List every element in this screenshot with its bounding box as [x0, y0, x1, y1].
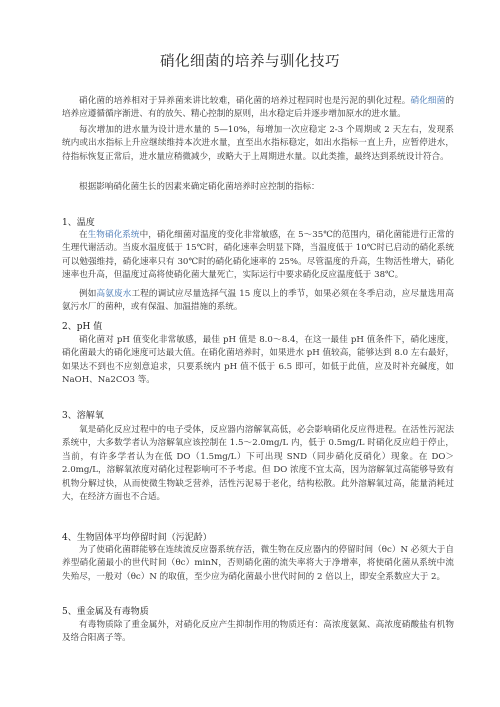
section-heading-dissolved-oxygen: 3、溶解氧: [62, 411, 104, 421]
section-heading-heavy-metals: 5、重金属及有毒物质: [62, 607, 149, 617]
temp2-text: 例如: [79, 289, 97, 299]
intro-paragraph-2: 每次增加的进水量为设计进水量的 5—10%，每增加一次应稳定 2-3 个周期或 2 天左右，发现系统内或出水指标上升应继续维持本次进水量，直至出水指标稳定，如出水指标一直上升，应暂停进水，待指标恢复正常后，进水量应稍微减少，或略大于上周期进水量。以此类推，最终达到系统设计符合。: [62, 125, 454, 162]
temp2-text-cont: 工程的调试应尽量选择气温 15 度以上的季节，如果必须在冬季启动，应尽量选用高氨污水厂的菌种，或有保温、加温措施的系统。: [62, 289, 454, 313]
ph-paragraph: 硝化菌对 pH 值变化非常敏感，最佳 pH 值是 8.0～8.4，在这一最佳 pH 值条件下，硝化速度，硝化菌最大的硝化速度可达最大值。在硝化菌培养时，如果进水 pH 值较高，能够达到 8.0 左右最好，如果达不到也不应刻意追求，只要系统内 pH 值不低于 6.5 即可，如低于此值，应及时补充碱度，如 NaOH、Na2CO3 等。: [62, 335, 454, 386]
temp-text-cont: 中，硝化细菌对温度的变化非常敏感，在 5～35℃的范围内，硝化菌能进行正常的生理代谢活动。当废水温度低于 15℃时，硝化速率会明显下降，当温度低于 10℃时已启动的硝化系统可以勉强维持，硝化速率只有 30℃时的硝化硝化速率的 25%。尽管温度的升高，生物活性增大，硝化速率也升高，但温度过高将使硝化菌大量死亡，实际运行中要求硝化反应温度低于 38℃。: [62, 230, 455, 281]
section-heading-temperature: 1、温度: [62, 218, 95, 228]
link-high-ammonia-wastewater[interactable]: 高氨废水: [96, 289, 132, 299]
intro-text: 硝化菌的培养相对于异养菌来讲比较难，硝化菌的培养过程同时也是污泥的驯化过程。: [79, 96, 411, 106]
intro-paragraph-1: [62, 95, 454, 122]
lead-paragraph: 根据影响硝化菌生长的因素来确定硝化菌培养时应控制的指标：: [79, 182, 320, 192]
sludge-age-paragraph: 为了使硝化菌群能够在连续流反应器系统存活，微生物在反应器内的停留时间（θc）N 必须大于自养型硝化菌最小的世代时间（θc）minN，否则硝化菌的流失率将大于净增率，将使硝化菌从系统中流失殆尽，一般对（θc）N 的取值，至少应为硝化菌最小世代时间的 2 倍以上，即安全系数应大于 2。: [62, 545, 454, 582]
intro-text-cont: 的培养应遵循循序渐进、有的放矢、精心控制的原则，出水稳定后并逐步增加原水的进水量。: [62, 96, 454, 120]
do-paragraph: 氧是硝化反应过程中的电子受体，反应器内溶解氧高低，必会影响硝化反应得进程。在活性污泥法系统中，大多数学者认为溶解氧应该控制在 1.5～2.0mg/L 内，低于 0.5mg/L 时硝化反应趋于停止，当前，有许多学者认为在低 DO（1.5mg/L）下可出现 SND（同步硝化反硝化）现象。在 DO＞2.0mg/L，溶解氧浓度对硝化过程影响可不予考虑。但 DO 浓度不宜太高，因为溶解氧过高能够导致有机物分解过快，从而使微生物缺乏营养，活性污泥易于老化，结构松散。此外溶解氧过高，能量消耗过大，在经济方面也不合适。: [62, 425, 454, 503]
link-nitrifying-bacteria[interactable]: 硝化细菌: [410, 96, 446, 106]
temperature-paragraph-1: [62, 229, 454, 283]
page-title: 硝化细菌的培养与驯化技巧: [160, 54, 340, 70]
temp-text: 在: [79, 230, 88, 240]
section-heading-sludge-age: 4、生物固体平均停留时间（污泥龄）: [62, 533, 212, 543]
heavy-metals-paragraph: 有毒物质除了重金属外，对硝化反应产生抑制作用的物质还有：高浓度氨氮、高浓度硝酸盐有机物及络合阳离子等。: [62, 620, 454, 644]
link-bio-nitrification-system[interactable]: 生物硝化系统: [87, 230, 140, 240]
temperature-paragraph-2: [62, 288, 454, 315]
section-heading-ph: 2、pH 值: [62, 322, 103, 332]
